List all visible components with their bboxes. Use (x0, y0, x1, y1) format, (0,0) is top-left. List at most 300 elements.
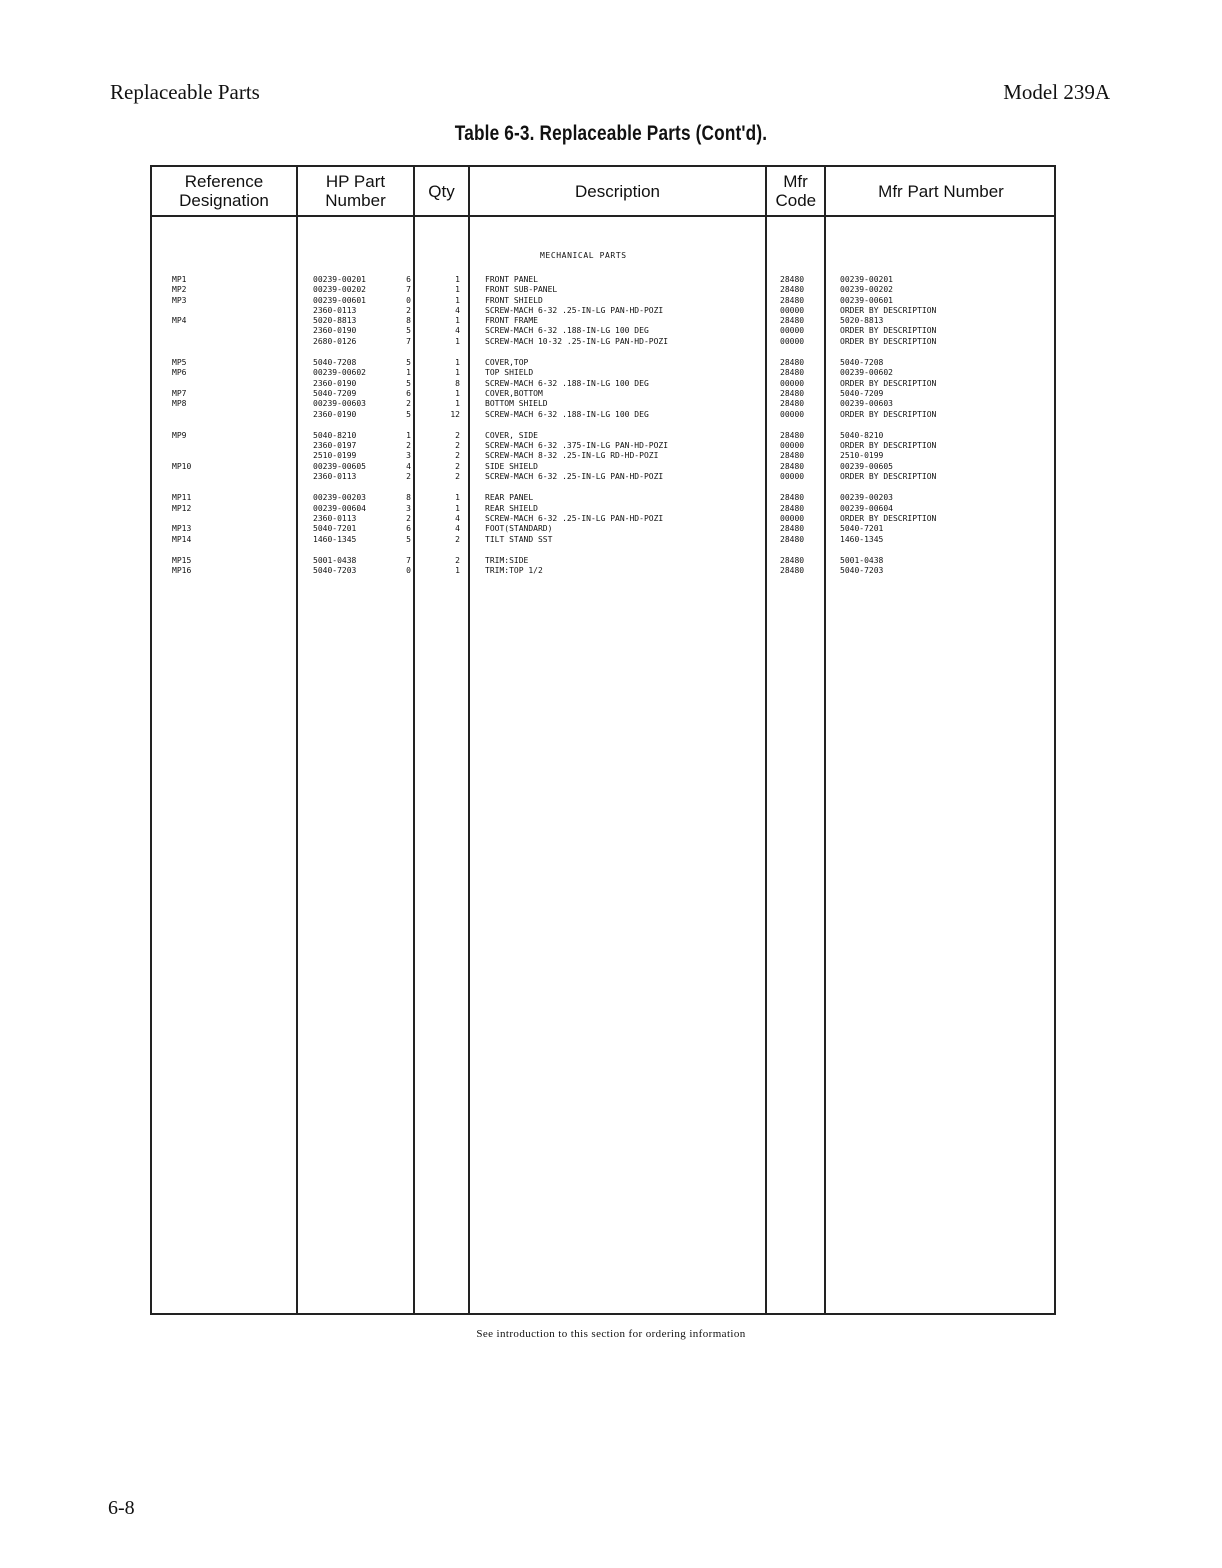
cell-qty (415, 337, 460, 347)
cell-hp-part-text: 1460-1345 (313, 534, 357, 544)
cell-qty-text: 2 (455, 534, 460, 544)
cell-check-digit: 5 (406, 409, 411, 419)
cell-description (485, 451, 760, 461)
cell-check-digit: 1 (406, 368, 411, 378)
cell-reference (172, 306, 282, 316)
cell-qty (415, 275, 460, 285)
cell-reference (172, 296, 282, 306)
cell-qty-text: 2 (455, 472, 460, 482)
column-mfr-part-number (840, 275, 1050, 576)
cell-description-text: SCREW-MACH 6-32 .188-IN-LG 100 DEG (485, 326, 649, 336)
cell-mfr-part-number-text: 5020-8813 (840, 316, 884, 326)
cell-description-text: SIDE SHIELD (485, 461, 538, 471)
cell-reference-text: MP1 (172, 275, 187, 284)
column-divider (296, 167, 298, 1313)
cell-check-digit: 0 (406, 566, 411, 576)
cell-reference (172, 358, 282, 368)
cell-qty-text: 4 (455, 524, 460, 534)
cell-reference (172, 431, 282, 441)
cell-mfr-part-number-text: 5040-7208 (840, 358, 884, 368)
cell-check-digit: 4 (406, 461, 411, 471)
cell-reference-text: MP4 (172, 316, 187, 326)
cell-mfr-part-number (840, 431, 1050, 441)
cell-description (485, 399, 760, 409)
cell-reference (172, 472, 282, 482)
cell-description-text: TOP SHIELD (485, 368, 534, 378)
cell-qty (415, 358, 460, 368)
column-hp-part (313, 275, 411, 576)
cell-description-text: REAR SHIELD (485, 503, 538, 513)
cell-hp-part (313, 451, 411, 461)
cell-qty (415, 306, 460, 316)
cell-qty-text: 2 (455, 461, 460, 471)
cell-mfr-code-text: 00000 (780, 305, 805, 315)
cell-mfr-part-number (840, 326, 1050, 336)
cell-hp-part-text: 5040-7201 (313, 524, 357, 534)
cell-description-text: SCREW-MACH 6-32 .188-IN-LG 100 DEG (485, 378, 649, 388)
cell-description (485, 275, 760, 285)
running-header-model: Model 239A (1003, 80, 1110, 104)
cell-mfr-part-number-text: 00239-00602 (840, 368, 893, 378)
cell-qty (415, 472, 460, 482)
page-number: 6-8 (108, 1497, 135, 1519)
cell-reference (172, 462, 282, 472)
cell-qty (415, 410, 460, 420)
cell-mfr-part-number (840, 535, 1050, 545)
cell-description (485, 358, 760, 368)
cell-qty (415, 285, 460, 295)
cell-description (485, 410, 760, 420)
column-qty (415, 275, 460, 576)
cell-qty-text: 4 (455, 305, 460, 315)
cell-mfr-code (780, 337, 820, 347)
cell-hp-part-text: 2360-0197 (313, 441, 357, 451)
col-header-reference-label: Reference Designation (179, 172, 269, 210)
cell-qty-text: 1 (455, 399, 460, 409)
cell-hp-part (313, 566, 411, 576)
cell-mfr-code (780, 535, 820, 545)
cell-hp-part-text: 2360-0190 (313, 378, 357, 388)
cell-qty-text: 1 (455, 388, 460, 398)
cell-reference (172, 566, 282, 576)
cell-hp-part (313, 388, 411, 399)
cell-hp-part (313, 378, 411, 389)
cell-description-text: SCREW-MACH 10-32 .25-IN-LG PAN-HD-POZI (485, 336, 669, 346)
cell-hp-part (313, 326, 411, 336)
cell-reference (172, 410, 282, 420)
cell-hp-part-text: 2680-0126 (313, 336, 357, 346)
cell-mfr-part-number (840, 337, 1050, 347)
cell-description-text: FRONT FRAME (485, 316, 538, 326)
cell-hp-part-text: 2360-0113 (313, 513, 357, 523)
cell-mfr-part-number-text: ORDER BY DESCRIPTION (840, 513, 937, 523)
cell-reference-text: MP11 (172, 493, 192, 503)
cell-qty (415, 441, 460, 451)
cell-qty-text: 2 (455, 430, 460, 440)
cell-hp-part (313, 409, 411, 420)
cell-mfr-code-text: 28480 (780, 493, 805, 503)
column-divider (468, 167, 470, 1313)
cell-qty-text: 1 (455, 316, 460, 326)
cell-description (485, 493, 760, 503)
cell-check-digit: 0 (406, 295, 411, 305)
cell-check-digit: 5 (406, 378, 411, 388)
cell-reference (172, 514, 282, 524)
cell-mfr-code-text: 28480 (780, 399, 805, 409)
cell-hp-part-text: 00239-00202 (313, 285, 366, 295)
col-header-description (470, 167, 765, 215)
cell-mfr-part-number (840, 389, 1050, 399)
cell-mfr-part-number (840, 285, 1050, 295)
cell-hp-part-text: 00239-00601 (313, 295, 366, 305)
cell-mfr-code (780, 379, 820, 389)
cell-mfr-code-text: 28480 (780, 461, 805, 471)
cell-mfr-code (780, 326, 820, 336)
cell-hp-part-text: 5040-8210 (313, 430, 357, 440)
cell-mfr-part-number-text: 00239-00603 (840, 399, 893, 409)
cell-mfr-part-number (840, 399, 1050, 409)
cell-description (485, 566, 760, 576)
cell-reference (172, 556, 282, 566)
cell-qty-text: 4 (455, 513, 460, 523)
cell-mfr-code (780, 524, 820, 534)
cell-mfr-code (780, 316, 820, 326)
cell-reference (172, 535, 282, 545)
cell-mfr-part-number-text: 2510-0199 (840, 451, 884, 461)
cell-mfr-part-number-text: 00239-00605 (840, 461, 893, 471)
cell-mfr-code (780, 296, 820, 306)
cell-description-text: SCREW-MACH 8-32 .25-IN-LG RD-HD-POZI (485, 451, 659, 461)
cell-description (485, 379, 760, 389)
cell-reference (172, 504, 282, 514)
cell-mfr-code-text: 00000 (780, 326, 805, 336)
cell-reference (172, 441, 282, 451)
cell-mfr-part-number (840, 368, 1050, 378)
cell-description-text: TILT STAND SST (485, 534, 553, 544)
cell-hp-part (313, 295, 411, 306)
cell-reference-text: MP16 (172, 566, 192, 576)
cell-qty-text: 1 (455, 275, 460, 284)
cell-mfr-code-text: 28480 (780, 295, 805, 305)
cell-mfr-code-text: 28480 (780, 275, 805, 284)
cell-mfr-part-number-text: 00239-00202 (840, 285, 893, 295)
cell-qty (415, 368, 460, 378)
cell-reference (172, 399, 282, 409)
cell-hp-part-text: 2360-0113 (313, 305, 357, 315)
cell-mfr-part-number (840, 504, 1050, 514)
cell-mfr-part-number-text: 5040-7203 (840, 566, 884, 576)
cell-description-text: COVER,TOP (485, 358, 529, 368)
cell-mfr-code-text: 00000 (780, 472, 805, 482)
cell-qty (415, 326, 460, 336)
cell-description-text: COVER,BOTTOM (485, 388, 543, 398)
column-divider (824, 167, 826, 1313)
cell-hp-part (313, 524, 411, 534)
cell-hp-part-text: 00239-00201 (313, 275, 366, 284)
cell-qty-text: 2 (455, 441, 460, 451)
cell-reference (172, 379, 282, 389)
cell-check-digit: 6 (406, 524, 411, 534)
cell-description-text: SCREW-MACH 6-32 .25-IN-LG PAN-HD-POZI (485, 513, 664, 523)
cell-mfr-code-text: 00000 (780, 409, 805, 419)
cell-mfr-part-number (840, 556, 1050, 566)
cell-mfr-code (780, 556, 820, 566)
col-header-hp-part (298, 167, 413, 215)
cell-reference-text: MP12 (172, 503, 192, 513)
cell-description (485, 389, 760, 399)
cell-qty-text: 12 (450, 409, 460, 419)
cell-reference-text: MP9 (172, 430, 187, 440)
cell-check-digit: 6 (406, 275, 411, 284)
cell-mfr-code-text: 28480 (780, 285, 805, 295)
cell-description-text: SCREW-MACH 6-32 .25-IN-LG PAN-HD-POZI (485, 305, 664, 315)
cell-description (485, 296, 760, 306)
cell-reference (172, 337, 282, 347)
cell-qty (415, 535, 460, 545)
cell-qty-text: 1 (455, 295, 460, 305)
column-divider (765, 167, 767, 1313)
cell-reference-text: MP6 (172, 368, 187, 378)
cell-description-text: FRONT PANEL (485, 275, 538, 284)
cell-mfr-code-text: 28480 (780, 566, 805, 576)
cell-check-digit: 3 (406, 503, 411, 513)
cell-mfr-part-number-text: 00239-00604 (840, 503, 893, 513)
cell-mfr-part-number-text: 00239-00203 (840, 493, 893, 503)
cell-mfr-part-number-text: ORDER BY DESCRIPTION (840, 441, 937, 451)
cell-hp-part-text: 2510-0199 (313, 451, 357, 461)
cell-mfr-part-number (840, 316, 1050, 326)
cell-reference (172, 316, 282, 326)
cell-description (485, 306, 760, 316)
cell-hp-part (313, 285, 411, 295)
cell-mfr-code (780, 368, 820, 378)
cell-qty-text: 1 (455, 368, 460, 378)
cell-check-digit: 5 (406, 326, 411, 336)
cell-mfr-part-number-text: 00239-00201 (840, 275, 893, 284)
cell-hp-part (313, 472, 411, 482)
cell-mfr-code-text: 28480 (780, 358, 805, 368)
cell-reference (172, 451, 282, 461)
cell-qty-text: 1 (455, 493, 460, 503)
cell-mfr-code (780, 514, 820, 524)
column-description (485, 275, 760, 576)
cell-hp-part (313, 430, 411, 441)
cell-qty (415, 504, 460, 514)
cell-mfr-code (780, 306, 820, 316)
cell-hp-part-text: 00239-00602 (313, 368, 366, 378)
cell-mfr-code-text: 28480 (780, 388, 805, 398)
cell-description-text: COVER, SIDE (485, 430, 538, 440)
cell-mfr-part-number-text: ORDER BY DESCRIPTION (840, 472, 937, 482)
cell-mfr-part-number (840, 441, 1050, 451)
cell-mfr-code-text: 28480 (780, 451, 805, 461)
cell-reference (172, 275, 282, 285)
cell-check-digit: 1 (406, 430, 411, 440)
cell-hp-part-text: 2360-0190 (313, 326, 357, 336)
cell-hp-part (313, 358, 411, 368)
cell-qty-text: 1 (455, 358, 460, 368)
cell-mfr-code (780, 285, 820, 295)
cell-hp-part (313, 534, 411, 545)
cell-check-digit: 5 (406, 358, 411, 368)
cell-description (485, 472, 760, 482)
cell-hp-part-text: 00239-00603 (313, 399, 366, 409)
cell-mfr-code (780, 410, 820, 420)
cell-qty (415, 493, 460, 503)
cell-mfr-code (780, 493, 820, 503)
col-header-mfr-part-number (826, 167, 1056, 215)
cell-mfr-part-number (840, 493, 1050, 503)
cell-reference (172, 389, 282, 399)
cell-description (485, 337, 760, 347)
cell-hp-part-text: 5040-7208 (313, 358, 357, 368)
cell-mfr-part-number (840, 379, 1050, 389)
cell-description (485, 441, 760, 451)
col-header-qty (415, 167, 468, 215)
cell-mfr-part-number-text: ORDER BY DESCRIPTION (840, 326, 937, 336)
cell-mfr-part-number (840, 462, 1050, 472)
cell-mfr-part-number (840, 472, 1050, 482)
cell-description (485, 514, 760, 524)
col-header-mfr-code-label: Mfr Code (775, 172, 817, 210)
cell-reference (172, 285, 282, 295)
cell-check-digit: 7 (406, 336, 411, 346)
cell-hp-part (313, 368, 411, 378)
cell-reference (172, 524, 282, 534)
cell-reference (172, 368, 282, 378)
cell-mfr-part-number-text: 5040-7209 (840, 388, 884, 398)
cell-reference-text: MP7 (172, 388, 187, 398)
cell-check-digit: 8 (406, 493, 411, 503)
cell-reference-text: MP13 (172, 524, 192, 534)
cell-description (485, 535, 760, 545)
cell-check-digit: 5 (406, 534, 411, 544)
cell-description (485, 462, 760, 472)
cell-mfr-part-number (840, 410, 1050, 420)
cell-mfr-code-text: 28480 (780, 503, 805, 513)
ordering-note: See introduction to this section for ordering information (476, 1328, 746, 1340)
cell-hp-part (313, 503, 411, 514)
cell-qty-text: 2 (455, 451, 460, 461)
running-header-section: Replaceable Parts (110, 80, 260, 104)
col-header-mfr-code (767, 167, 824, 215)
cell-mfr-part-number-text: 00239-00601 (840, 295, 893, 305)
cell-qty (415, 316, 460, 326)
cell-mfr-part-number (840, 296, 1050, 306)
cell-qty (415, 296, 460, 306)
cell-qty (415, 514, 460, 524)
cell-mfr-code (780, 275, 820, 285)
cell-reference-text: MP8 (172, 399, 187, 409)
cell-mfr-code (780, 441, 820, 451)
cell-mfr-code (780, 399, 820, 409)
cell-mfr-part-number-text: 1460-1345 (840, 534, 884, 544)
cell-mfr-code (780, 451, 820, 461)
cell-hp-part (313, 555, 411, 566)
cell-description (485, 524, 760, 534)
cell-mfr-code-text: 00000 (780, 441, 805, 451)
cell-qty-text: 1 (455, 503, 460, 513)
cell-hp-part-text: 00239-00203 (313, 493, 366, 503)
cell-reference-text: MP5 (172, 358, 187, 368)
cell-mfr-code (780, 358, 820, 368)
col-header-hp-part-label: HP Part Number (325, 172, 386, 210)
cell-qty (415, 556, 460, 566)
cell-description-text: TRIM:SIDE (485, 555, 529, 565)
cell-qty-text: 4 (455, 326, 460, 336)
header-divider (152, 215, 1054, 217)
cell-check-digit: 2 (406, 441, 411, 451)
cell-description (485, 556, 760, 566)
cell-description-text: SCREW-MACH 6-32 .375-IN-LG PAN-HD-POZI (485, 441, 669, 451)
cell-mfr-part-number-text: ORDER BY DESCRIPTION (840, 378, 937, 388)
cell-hp-part-text: 00239-00605 (313, 461, 366, 471)
cell-qty (415, 389, 460, 399)
cell-check-digit: 2 (406, 399, 411, 409)
cell-mfr-code (780, 472, 820, 482)
cell-description (485, 326, 760, 336)
cell-qty-text: 1 (455, 566, 460, 576)
cell-check-digit: 7 (406, 555, 411, 565)
cell-mfr-code (780, 389, 820, 399)
cell-mfr-code (780, 566, 820, 576)
cell-hp-part-text: 5040-7209 (313, 388, 357, 398)
col-header-reference (152, 167, 296, 215)
cell-description-text: FRONT SHIELD (485, 295, 543, 305)
cell-hp-part (313, 305, 411, 316)
cell-mfr-part-number-text: 5001-0438 (840, 555, 884, 565)
cell-mfr-part-number (840, 566, 1050, 576)
cell-reference-text: MP10 (172, 461, 192, 471)
cell-description (485, 431, 760, 441)
cell-mfr-part-number (840, 514, 1050, 524)
cell-check-digit: 2 (406, 305, 411, 315)
cell-hp-part-text: 5020-8813 (313, 316, 357, 326)
cell-description-text: FOOT(STANDARD) (485, 524, 553, 534)
section-heading: MECHANICAL PARTS (540, 251, 627, 260)
cell-hp-part (313, 461, 411, 472)
cell-mfr-code-text: 28480 (780, 555, 805, 565)
cell-description-text: TRIM:TOP 1/2 (485, 566, 543, 576)
cell-mfr-code-text: 28480 (780, 534, 805, 544)
cell-hp-part-text: 2360-0190 (313, 409, 357, 419)
cell-reference-text: MP15 (172, 555, 192, 565)
cell-mfr-code-text: 28480 (780, 430, 805, 440)
cell-hp-part (313, 399, 411, 409)
cell-hp-part (313, 513, 411, 524)
cell-hp-part (313, 316, 411, 326)
cell-mfr-part-number (840, 451, 1050, 461)
col-header-qty-label: Qty (428, 181, 455, 201)
cell-hp-part (313, 493, 411, 503)
cell-hp-part-text: 00239-00604 (313, 503, 366, 513)
cell-mfr-part-number-text: ORDER BY DESCRIPTION (840, 409, 937, 419)
cell-mfr-part-number-text: ORDER BY DESCRIPTION (840, 305, 937, 315)
cell-mfr-part-number-text: ORDER BY DESCRIPTION (840, 336, 937, 346)
cell-mfr-part-number-text: 5040-8210 (840, 430, 884, 440)
cell-description (485, 316, 760, 326)
cell-mfr-code (780, 504, 820, 514)
cell-check-digit: 2 (406, 472, 411, 482)
parts-table (150, 165, 1056, 1315)
cell-mfr-code-text: 00000 (780, 378, 805, 388)
cell-mfr-part-number (840, 524, 1050, 534)
cell-hp-part-text: 5040-7203 (313, 566, 357, 576)
cell-mfr-code-text: 28480 (780, 368, 805, 378)
cell-qty-text: 1 (455, 336, 460, 346)
column-reference (172, 275, 282, 576)
cell-check-digit: 7 (406, 285, 411, 295)
